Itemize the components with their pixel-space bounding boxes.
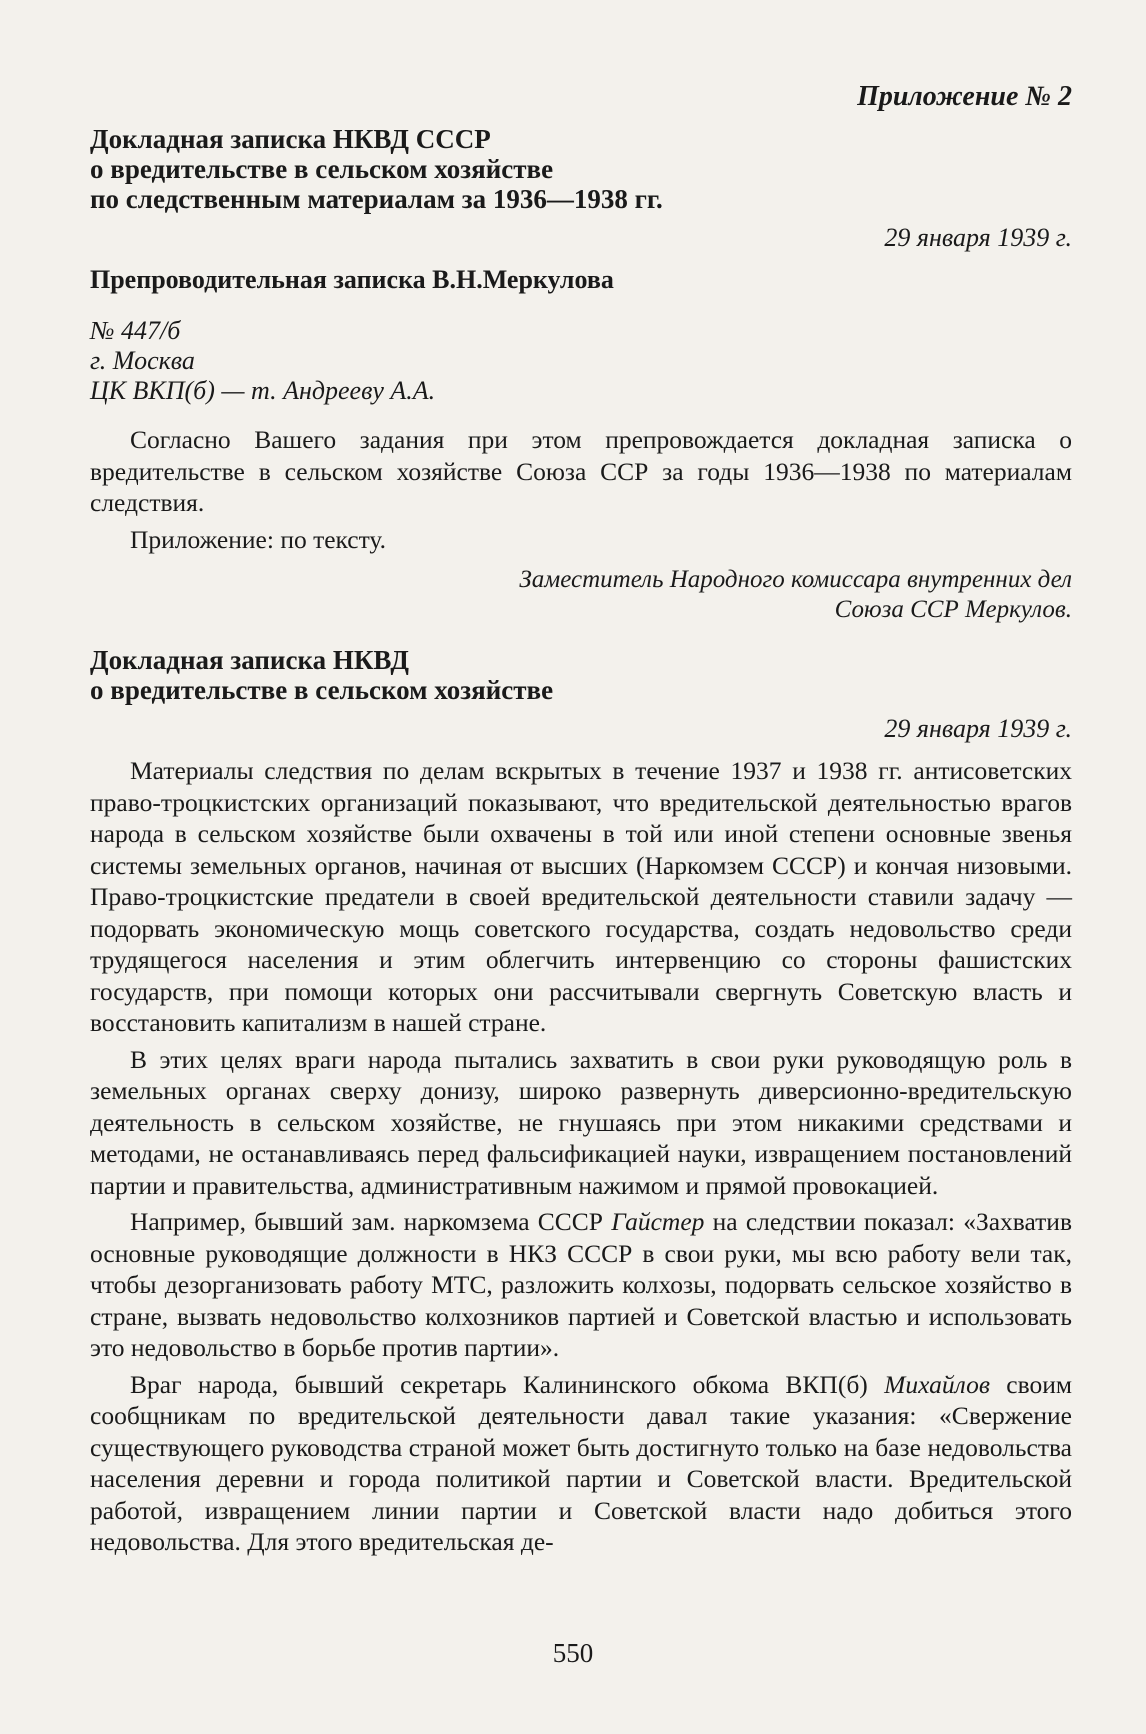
document-date: 29 января 1939 г. bbox=[884, 223, 1072, 252]
appendix-label: Приложение № 2 bbox=[857, 81, 1072, 112]
cover-note-city: г. Москва bbox=[90, 346, 195, 375]
document-title-line: о вредительстве в сельском хозяйстве bbox=[90, 154, 554, 184]
report-date: 29 января 1939 г. bbox=[884, 714, 1072, 743]
document-title bbox=[90, 124, 1072, 214]
page-number: 550 bbox=[552, 1638, 594, 1668]
cover-note-heading: Препроводительная записка В.Н.Меркулова bbox=[90, 265, 614, 294]
report-paragraph: Материалы следствия по делам вскрытых в течение 1937 и 1938 гг. антисоветских право-троцкистских организаций показывают, что вредительской деятельностью врагов народа в сельском хозяйстве были охвачены в той или иной степени основные звенья системы земельных органов, начиная от высших (Наркомзем СССР) и кончая низовыми. Право-троцкистские предатели в своей вредительской деятельности ставили задачу — подорвать экономическую мощь советского государства, создать недовольство среди трудящегося населения и этим облегчить интервенцию со стороны фашистских государств, при помощи которых они рассчитывали свергнуть Советскую власть и восстановить капитализм в нашей стране. bbox=[90, 756, 1072, 1037]
report-title-line: Докладная записка НКВД bbox=[90, 645, 409, 675]
paragraph-text: своим сообщникам по вредительской деятельности давал такие указания: «Свержение существующего руководства страной может быть достигнуто только на базе недовольства населения деревни и города политикой партии и Советской власти. Вредительской работой, извращением линии партии и Советской власти надо добиться этого недовольства. Для этого вредительская де- bbox=[90, 1369, 1072, 1556]
cover-note-paragraph: Согласно Вашего задания при этом препровождается докладная записка о вредительстве в сельском хозяйстве Союза ССР за годы 1936—1938 по материалам следствия. bbox=[90, 425, 1072, 517]
cover-note-attachment: Приложение: по тексту. bbox=[130, 524, 387, 554]
paragraph-text: Враг народа, бывший секретарь Калининского обкома ВКП(б) bbox=[130, 1369, 885, 1399]
signature-line: Союза ССР Меркулов. bbox=[834, 596, 1072, 623]
paragraph-text: на следствии показал: «Захватив основные руководящие должности в НКЗ СССР в свои руки, мы всю работу вели так, чтобы дезорганизовать работу МТС, разложить колхозы, подорвать сельское хозяйство в стране, вызвать недовольство колхозников партией и Советской властью и использовать это недовольство в борьбе против партии». bbox=[90, 1207, 1072, 1362]
document-title-line: Докладная записка НКВД СССР bbox=[90, 124, 491, 154]
person-name: Гайстер bbox=[611, 1207, 705, 1236]
report-paragraph bbox=[90, 1206, 1072, 1364]
cover-note-number: № 447/б bbox=[90, 316, 181, 345]
report-paragraph bbox=[90, 1369, 1072, 1558]
cover-note-meta bbox=[90, 316, 1072, 406]
document-title-line: по следственным материалам за 1936—1938 гг. bbox=[90, 184, 663, 214]
report-paragraph: В этих целях враги народа пытались захватить в свои руки руководящую роль в земельных органах сверху донизу, широко развернуть диверсионно-вредительскую деятельность в сельском хозяйстве, не гнушаясь при этом никакими средствами и методами, не останавливаясь перед фальсификацией науки, извращением постановлений партии и правительства, административным нажимом и прямой провокацией. bbox=[90, 1044, 1072, 1200]
cover-note-signature bbox=[90, 565, 1072, 625]
cover-note-addressee: ЦК ВКП(б) — т. Андрееву А.А. bbox=[90, 376, 436, 405]
person-name: Михайлов bbox=[884, 1369, 990, 1399]
report-title-line: о вредительстве в сельском хозяйстве bbox=[90, 675, 554, 705]
report-title bbox=[90, 645, 1072, 705]
signature-line: Заместитель Народного комиссара внутренних дел bbox=[519, 566, 1072, 593]
document-page bbox=[90, 80, 1072, 1558]
paragraph-text: Например, бывший зам. наркомзема СССР bbox=[130, 1207, 612, 1236]
